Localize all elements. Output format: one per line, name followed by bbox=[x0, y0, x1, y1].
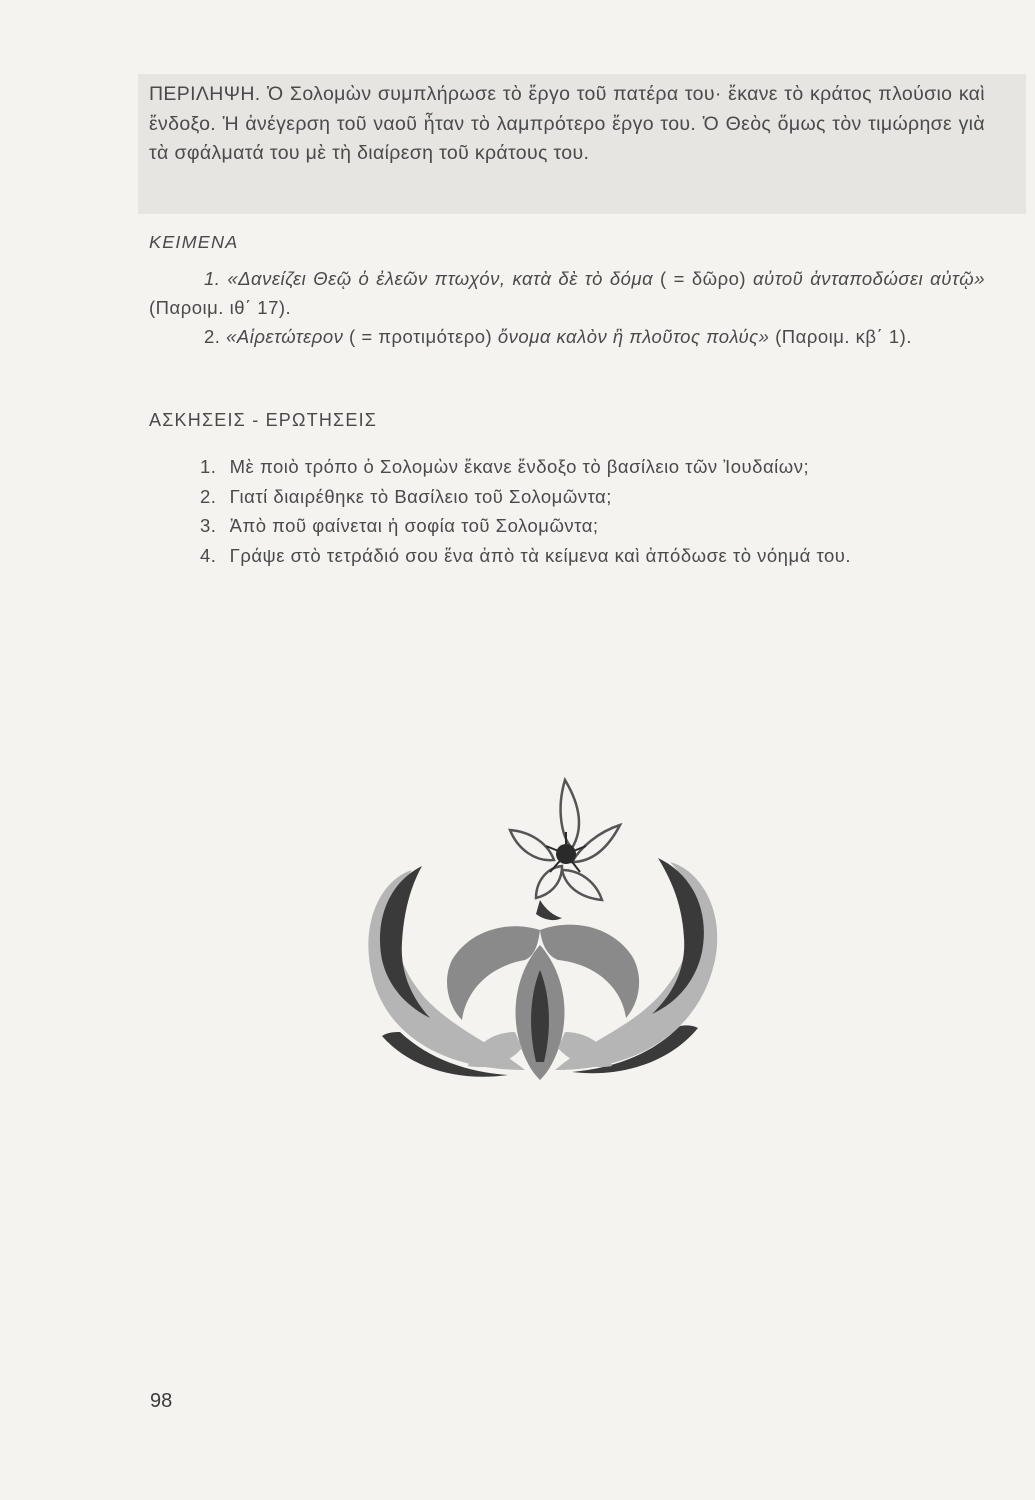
summary-text: Ὁ Σολομὼν συμπλήρωσε τὸ ἔργο τοῦ πατέρα του· ἔκανε τὸ κράτος πλούσιο καὶ ἔνδοξο. Ἡ ἀνέγερση τοῦ ναοῦ ἦταν τὸ λαμπρότερο ἔργο του. Ὁ Θεὸς ὅμως τὸν τιμώρησε γιὰ τὰ σφάλματά του μὲ τὴ διαίρεση τοῦ κράτους του. bbox=[149, 83, 985, 164]
question-number: 4. bbox=[200, 544, 217, 566]
questions-list bbox=[200, 452, 990, 570]
question-text: Ἀπὸ ποῦ φαίνεται ἡ σοφία τοῦ Σολομῶντα; bbox=[229, 515, 599, 536]
text-item bbox=[149, 322, 985, 351]
text-item-reference: (Παροιμ. ιθ΄ 17). bbox=[149, 297, 292, 318]
summary-paragraph bbox=[149, 80, 985, 169]
question-text: Γιατί διαιρέθηκε τὸ Βασίλειο τοῦ Σολομῶντα; bbox=[229, 485, 612, 507]
question-number: 1. bbox=[200, 456, 217, 477]
question-item bbox=[200, 511, 990, 541]
page-number: 98 bbox=[150, 1390, 173, 1412]
text-item-quote-cont: αὐτοῦ ἀνταποδώσει αὐτῷ» bbox=[752, 268, 986, 289]
texts-heading: ΚΕΙΜΕΝΑ bbox=[149, 232, 239, 252]
text-item-quote: «Αἱρετώτερον bbox=[226, 326, 344, 347]
question-number: 3. bbox=[200, 515, 217, 536]
text-item-gloss: ( = προτιμότερο) bbox=[343, 326, 498, 347]
question-text: Μὲ ποιὸ τρόπο ὁ Σολομὼν ἔκανε ἔνδοξο τὸ βασίλειο τῶν Ἰουδαίων; bbox=[229, 456, 810, 477]
ornament-sepal bbox=[536, 900, 562, 920]
text-item-quote-cont: ὄνομα καλὸν ἢ πλοῦτος πολύς» bbox=[497, 326, 770, 347]
question-text: Γράψε στὸ τετράδιό σου ἕνα ἀπὸ τὰ κείμενα καὶ ἀπόδωσε τὸ νόημά του. bbox=[229, 544, 852, 566]
floral-ornament-icon bbox=[340, 770, 740, 1110]
exercises-heading: ΑΣΚΗΣΕΙΣ - ΕΡΩΤΗΣΕΙΣ bbox=[149, 410, 378, 430]
question-item bbox=[200, 482, 990, 512]
text-item-number: 1. bbox=[204, 268, 221, 289]
text-item-quote: «Δανείζει Θεῷ ὁ ἐλεῶν πτωχόν, κατὰ δὲ τὸ δόμα bbox=[227, 268, 654, 289]
texts-list bbox=[149, 264, 985, 351]
question-number: 2. bbox=[200, 485, 217, 507]
question-item bbox=[200, 541, 990, 571]
summary-label: ΠΕΡΙΛΗΨΗ. bbox=[149, 83, 261, 105]
text-item-gloss: ( = δῶρο) bbox=[653, 268, 753, 289]
question-item bbox=[200, 452, 990, 482]
text-item-number: 2. bbox=[204, 326, 221, 347]
text-item bbox=[149, 264, 985, 322]
text-item-reference: (Παροιμ. κβ΄ 1). bbox=[769, 326, 912, 347]
